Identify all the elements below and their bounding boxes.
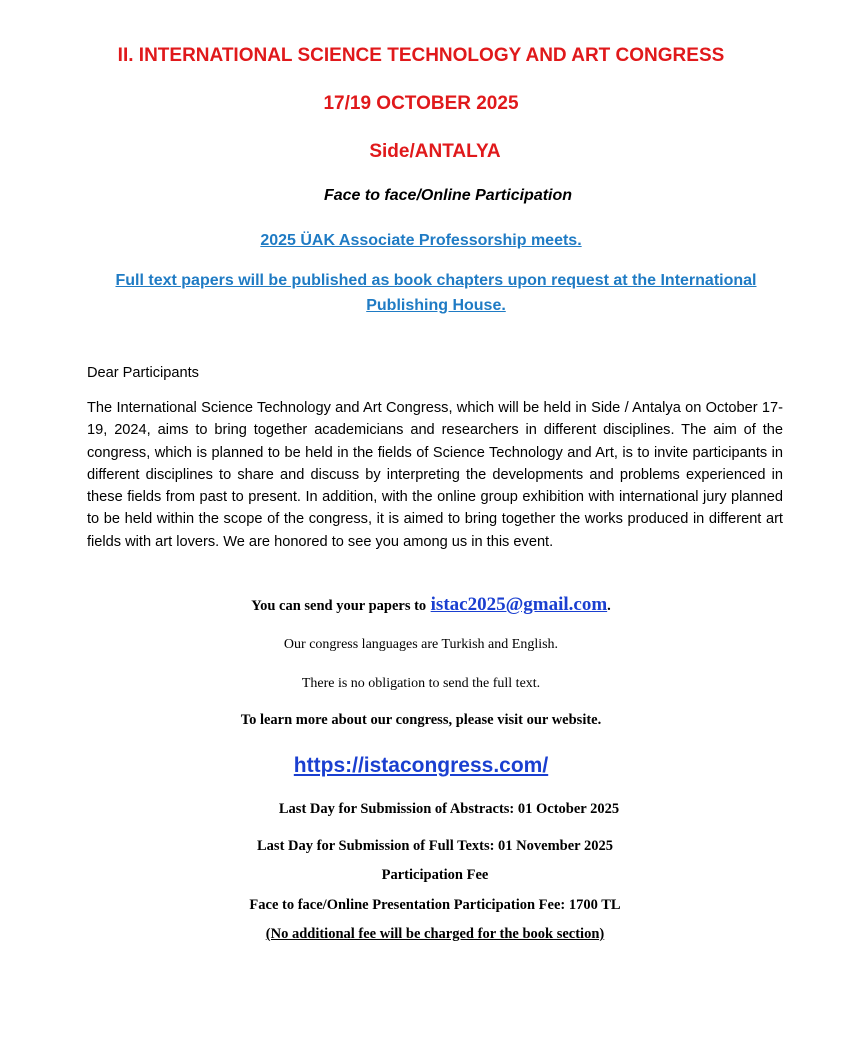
publishing-link[interactable]: Full text papers will be published as book chapters upon request at the International Publishing House. xyxy=(115,272,757,314)
fee-heading: Participation Fee xyxy=(381,867,489,883)
participation-mode: Face to face/Online Participation xyxy=(323,187,573,204)
fee-amount: Face to face/Online Presentation Participation Fee: 1700 TL xyxy=(249,897,621,913)
fee-note: (No additional fee will be charged for the book section) xyxy=(265,926,605,942)
fulltext-deadline: Last Day for Submission of Full Texts: 01 November 2025 xyxy=(257,838,613,854)
languages-note: Our congress languages are Turkish and English. xyxy=(283,637,559,652)
website-link[interactable]: https://istacongress.com/ xyxy=(293,754,549,777)
congress-title: II. INTERNATIONAL SCIENCE TECHNOLOGY AND ART CONGRESS xyxy=(117,45,725,66)
send-papers-period: . xyxy=(607,598,611,614)
send-papers-line xyxy=(10,594,842,616)
congress-dates: 17/19 OCTOBER 2025 xyxy=(323,93,519,114)
send-papers-text: You can send your papers to xyxy=(251,598,427,614)
email-link[interactable]: istac2025@gmail.com xyxy=(430,594,608,615)
uak-link[interactable]: 2025 ÜAK Associate Professorship meets. xyxy=(260,232,582,249)
abstract-deadline: Last Day for Submission of Abstracts: 01 October 2025 xyxy=(278,801,620,817)
congress-location: Side/ANTALYA xyxy=(369,141,501,162)
salutation: Dear Participants xyxy=(87,365,199,381)
intro-paragraph: The International Science Technology and Art Congress, which will be held in Side / Antalya on October 17-19, 2024, aims to bring together academicians and researchers in different disciplines. The aim of the congress, which is planned to be held in the fields of Science Technology and Art, is to invite participants in different disciplines to share and discuss by interpreting the developments and problems experienced in these fields from past to present. In addition, with the online group exhibition with international jury planned to be held within the scope of the congress, it is aimed to bring together the works produced in different art fields with art lovers. We are honored to see you among us in this event. xyxy=(87,400,783,550)
no-obligation-note: There is no obligation to send the full text. xyxy=(301,676,541,691)
learn-more-note: To learn more about our congress, please visit our website. xyxy=(240,712,602,728)
